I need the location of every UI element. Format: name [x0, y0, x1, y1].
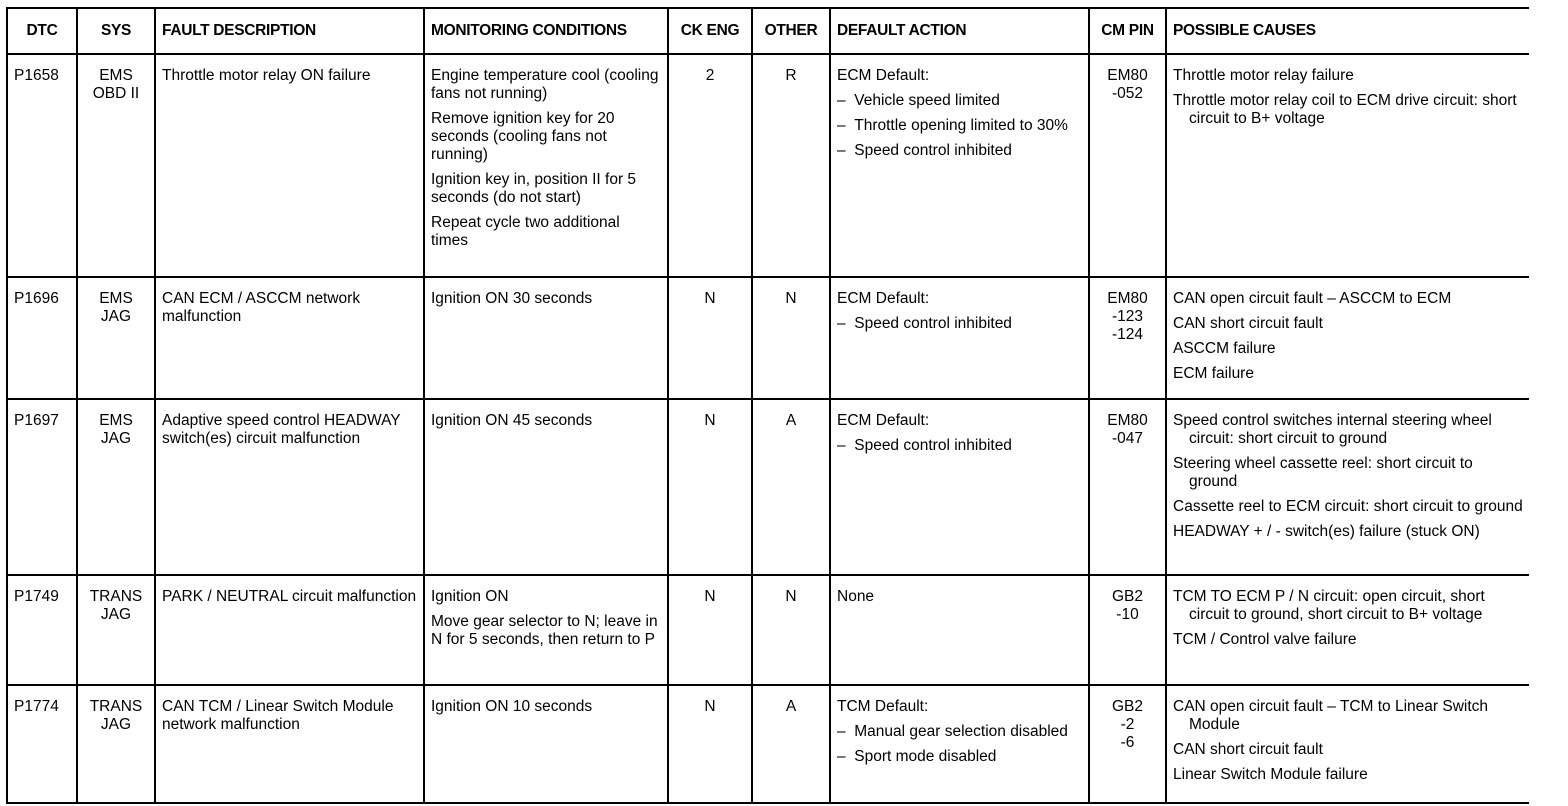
cause-item: TCM / Control valve failure — [1173, 631, 1357, 648]
dtc-document — [6, 7, 1529, 804]
monitoring-item: Engine temperature cool (cooling fans not running) — [431, 67, 659, 102]
cause-item: Speed control switches internal steering wheel circuit: short circuit to ground — [1173, 412, 1492, 447]
ck-eng-value: N — [668, 277, 752, 399]
cm-pin-line: -10 — [1116, 606, 1139, 623]
possible-causes — [1166, 685, 1529, 803]
monitoring-conditions — [424, 54, 668, 277]
monitoring-item: Ignition ON — [431, 588, 509, 605]
monitoring-conditions — [424, 685, 668, 803]
cause-item: CAN short circuit fault — [1173, 741, 1323, 758]
cause-item: Linear Switch Module failure — [1173, 766, 1368, 783]
cm-pin — [1089, 575, 1166, 685]
cause-item: CAN open circuit fault – ASCCM to ECM — [1173, 290, 1452, 307]
sys-cell — [77, 575, 155, 685]
other-value: N — [752, 277, 830, 399]
monitoring-conditions — [424, 399, 668, 575]
possible-causes — [1166, 575, 1529, 685]
sys-cell — [77, 54, 155, 277]
sys-cell — [77, 399, 155, 575]
cause-item: ECM failure — [1173, 365, 1254, 382]
default-action — [830, 685, 1089, 803]
sys-line: EMS — [99, 412, 133, 429]
ck-eng-value: N — [668, 685, 752, 803]
dtc-code: P1697 — [7, 399, 77, 575]
dtc-code: P1774 — [7, 685, 77, 803]
other-value: A — [752, 685, 830, 803]
default-action-item: – Speed control inhibited — [837, 315, 1082, 333]
cause-item: Throttle motor relay failure — [1173, 67, 1354, 84]
monitoring-item: Ignition ON 10 seconds — [431, 698, 593, 715]
default-action-title: ECM Default: — [837, 290, 930, 307]
cause-item: ASCCM failure — [1173, 340, 1276, 357]
default-action-title: ECM Default: — [837, 67, 930, 84]
table-row — [7, 399, 1529, 575]
default-action-item: – Manual gear selection disabled — [837, 723, 1082, 741]
header-monitoring-conditions: MONITORING CONDITIONS — [424, 8, 668, 54]
fault-description: CAN ECM / ASCCM network malfunction — [155, 277, 424, 399]
header-dtc: DTC — [7, 8, 77, 54]
sys-line: EMS — [99, 67, 133, 84]
default-action-title: None — [837, 588, 875, 605]
cause-item: HEADWAY + / - switch(es) failure (stuck ON) — [1173, 523, 1480, 540]
monitoring-item: Ignition key in, position II for 5 seconds (do not start) — [431, 171, 637, 206]
cause-item: CAN short circuit fault — [1173, 315, 1323, 332]
cause-item: TCM TO ECM P / N circuit: open circuit, short circuit to ground, short circuit to B+ voltage — [1173, 588, 1485, 623]
ck-eng-value: N — [668, 575, 752, 685]
cm-pin-line: GB2 — [1111, 588, 1143, 605]
fault-description: Throttle motor relay ON failure — [155, 54, 424, 277]
cm-pin — [1089, 399, 1166, 575]
dtc-code: P1696 — [7, 277, 77, 399]
cm-pin-line: EM80 — [1107, 67, 1148, 84]
sys-line: JAG — [100, 430, 132, 447]
cm-pin — [1089, 54, 1166, 277]
default-action-title: ECM Default: — [837, 412, 930, 429]
fault-description: Adaptive speed control HEADWAY switch(es) circuit malfunction — [155, 399, 424, 575]
cm-pin-line: -124 — [1111, 326, 1144, 343]
header-cm-pin: CM PIN — [1089, 8, 1166, 54]
cm-pin-line: EM80 — [1107, 290, 1148, 307]
fault-description: PARK / NEUTRAL circuit malfunction — [155, 575, 424, 685]
default-action-item: – Vehicle speed limited — [837, 92, 1082, 110]
default-action — [830, 54, 1089, 277]
sys-line: TRANS — [89, 588, 143, 605]
cm-pin-line: -052 — [1111, 85, 1144, 102]
cm-pin-line: -2 — [1120, 716, 1135, 733]
cause-item: CAN open circuit fault – TCM to Linear Switch Module — [1173, 698, 1489, 733]
header-possible-causes: POSSIBLE CAUSES — [1166, 8, 1529, 54]
table-row — [7, 277, 1529, 399]
sys-line: EMS — [99, 290, 133, 307]
monitoring-conditions — [424, 277, 668, 399]
sys-line: JAG — [100, 606, 132, 623]
table-row — [7, 685, 1529, 803]
cm-pin-line: EM80 — [1107, 412, 1148, 429]
default-action-item: – Speed control inhibited — [837, 437, 1082, 455]
table-row — [7, 54, 1529, 277]
possible-causes — [1166, 277, 1529, 399]
header-other: OTHER — [752, 8, 830, 54]
default-action — [830, 277, 1089, 399]
fault-description: CAN TCM / Linear Switch Module network malfunction — [155, 685, 424, 803]
possible-causes — [1166, 399, 1529, 575]
possible-causes — [1166, 54, 1529, 277]
header-row — [7, 8, 1529, 54]
header-default-action: DEFAULT ACTION — [830, 8, 1089, 54]
monitoring-conditions — [424, 575, 668, 685]
sys-cell — [77, 277, 155, 399]
sys-line: TRANS — [89, 698, 143, 715]
default-action — [830, 575, 1089, 685]
cm-pin-line: -6 — [1120, 734, 1135, 751]
cm-pin — [1089, 685, 1166, 803]
dtc-table — [6, 7, 1529, 804]
dtc-code: P1749 — [7, 575, 77, 685]
other-value: R — [752, 54, 830, 277]
monitoring-item: Ignition ON 30 seconds — [431, 290, 593, 307]
header-fault-description: FAULT DESCRIPTION — [155, 8, 424, 54]
dtc-code: P1658 — [7, 54, 77, 277]
cause-item: Cassette reel to ECM circuit: short circuit to ground — [1173, 498, 1523, 515]
default-action-item: – Throttle opening limited to 30% — [837, 117, 1082, 135]
monitoring-item: Repeat cycle two additional times — [431, 214, 620, 249]
cm-pin-line: GB2 — [1111, 698, 1143, 715]
other-value: A — [752, 399, 830, 575]
table-row — [7, 575, 1529, 685]
ck-eng-value: N — [668, 399, 752, 575]
sys-line: OBD II — [92, 85, 140, 102]
other-value: N — [752, 575, 830, 685]
sys-line: JAG — [100, 308, 132, 325]
monitoring-item: Ignition ON 45 seconds — [431, 412, 593, 429]
default-action-item: – Speed control inhibited — [837, 142, 1082, 160]
ck-eng-value: 2 — [668, 54, 752, 277]
cm-pin-line: -123 — [1111, 308, 1144, 325]
cause-item: Throttle motor relay coil to ECM drive circuit: short circuit to B+ voltage — [1173, 92, 1517, 127]
default-action — [830, 399, 1089, 575]
monitoring-item: Move gear selector to N; leave in N for 5 seconds, then return to P — [431, 613, 658, 648]
default-action-item: – Sport mode disabled — [837, 748, 1082, 766]
sys-line: JAG — [100, 716, 132, 733]
sys-cell — [77, 685, 155, 803]
default-action-title: TCM Default: — [837, 698, 929, 715]
cm-pin-line: -047 — [1111, 430, 1144, 447]
cm-pin — [1089, 277, 1166, 399]
cause-item: Steering wheel cassette reel: short circuit to ground — [1173, 455, 1473, 490]
header-sys: SYS — [77, 8, 155, 54]
header-ck-eng: CK ENG — [668, 8, 752, 54]
monitoring-item: Remove ignition key for 20 seconds (cooling fans not running) — [431, 110, 615, 163]
